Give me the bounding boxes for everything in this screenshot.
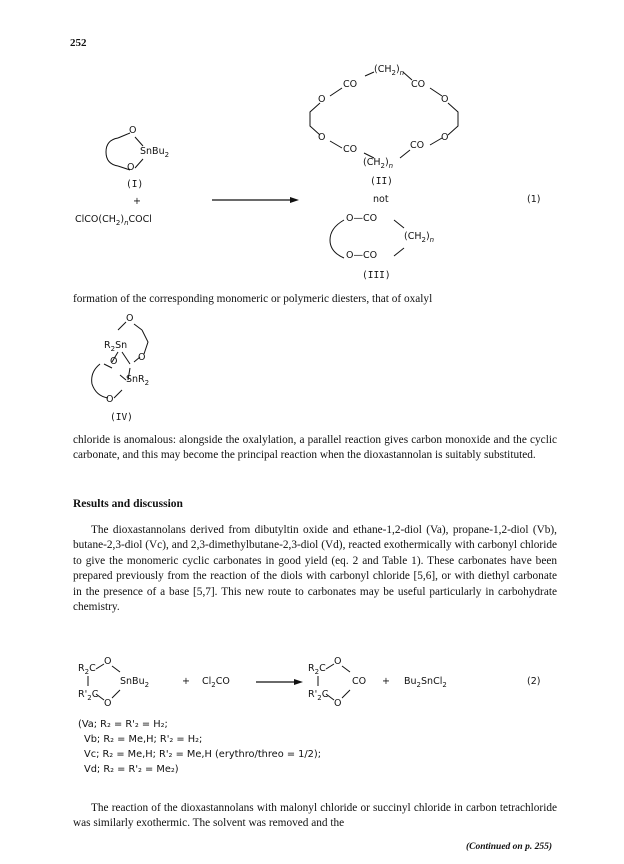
compound-II-o-bottom-left: O [318, 132, 326, 143]
compound-I-oxygen-bottom: O [127, 162, 135, 173]
compound-IV-o-right: O [138, 352, 146, 363]
compound-II-o-top-right: O [441, 94, 449, 105]
compound-I-label: (I) [126, 179, 144, 190]
compound-IV-snr2: SnR$_2$ [126, 374, 150, 387]
scheme2-right-o-bottom: O [334, 698, 342, 709]
compound-list [78, 719, 321, 779]
not-word: not [373, 194, 389, 205]
scheme2-left-r2c: $R_2C$ [78, 663, 96, 676]
compound-III-chain: $(CH_2)_n$ [404, 231, 435, 244]
paragraph-2: chloride is anomalous: alongside the oxalylation, a parallel reaction gives carbon monoxide and the cyclic carbonate, and this may become the principal reaction when the dioxastannolan is suitably substituted. [73, 434, 557, 462]
compound-IV-o-middle: O [110, 356, 118, 367]
scheme2-left-rp2c: $R'_2C$ [78, 689, 99, 702]
compound-II-co-bottom-left: CO [343, 144, 358, 155]
scheme2-plus-1: + [182, 676, 190, 687]
compound-I-sn-group: SnBu$_2$ [140, 146, 170, 159]
compound-IV-label: (IV) [110, 412, 133, 423]
equation-1-number: (1) [527, 194, 541, 205]
plus-sign: + [133, 196, 141, 207]
compound-II-bottom-chain: $(CH_2)_n$ [363, 157, 394, 170]
reagent-diacyl-chloride: $ClCO(CH_2)_nCOCl$ [75, 214, 152, 227]
compound-I-oxygen-top: O [129, 125, 137, 136]
scheme2-left-o-top: O [104, 656, 112, 667]
paragraph-3: The dioxastannolans derived from dibutyltin oxide and ethane-1,2-diol (Va), propane-1,2-diol (Vb), butane-2,3-diol (Vc), and 2,3-dimethylbutane-2,3-diol (Vd), reacted exothermically with carbonyl chloride to give the monomeric cyclic carbonates in good yield (eq. 2 and Table 1). These carbonates have been prepared previously from the reaction of the diols with carbonyl chloride [5,6], or with diethyl carbonate in the presence of a base [5,7]. This new route to carbonates may be useful particularly in carbohydrate chemistry. [73, 524, 557, 614]
compound-IV-r2sn: $R_2Sn$ [104, 340, 128, 353]
compound-Vd: Vd; R₂ = R'₂ = Me₂) [84, 764, 179, 775]
compound-II-co-bottom-right: CO [410, 140, 425, 151]
compound-IV-o-bottom: O [106, 394, 114, 405]
scheme2-right-rp2c: $R'_2C$ [308, 689, 329, 702]
compound-II-o-top-left: O [318, 94, 326, 105]
compound-II-label: (II) [370, 176, 393, 187]
scheme2-right-co: CO [352, 676, 367, 687]
scheme2-left-o-bottom: O [104, 698, 112, 709]
compound-II-o-bottom-right: O [441, 132, 449, 143]
scheme2-left-snbu2: SnBu$_2$ [120, 676, 150, 689]
equation-2-number: (2) [527, 676, 541, 687]
page-number: 252 [70, 37, 87, 49]
compound-III-top: O—CO [346, 213, 378, 224]
compound-II-top-chain: $(CH_2)_n$ [374, 64, 405, 77]
compound-II-co-top-right: CO [411, 79, 426, 90]
section-heading: Results and discussion [73, 498, 183, 510]
compound-Vb: Vb; R₂ = Me,H; R'₂ = H₂; [84, 734, 203, 745]
compound-IV-o-top: O [126, 313, 134, 324]
compound-III-bottom: O—CO [346, 250, 378, 261]
compound-II-co-top-left: CO [343, 79, 358, 90]
paragraph-4: The reaction of the dioxastannolans with malonyl chloride or succinyl chloride in carbon tetrachloride was similarly exothermic. The solvent was removed and the [73, 802, 557, 830]
compound-III-label: (III) [362, 270, 391, 281]
continued-note: (Continued on p. 255) [465, 842, 552, 852]
scheme2-right-r2c: $R_2C$ [308, 663, 326, 676]
scheme2-right-o-top: O [334, 656, 342, 667]
scheme2-bu2sncl2: $Bu_2SnCl_2$ [404, 676, 447, 689]
compound-Vc: Vc; R₂ = Me,H; R'₂ = Me,H (erythro/threo = 1/2); [84, 749, 322, 760]
scheme2-cl2co: $Cl_2CO$ [202, 676, 230, 689]
paragraph-1: formation of the corresponding monomeric or polymeric diesters, that of oxalyl [73, 293, 433, 305]
scheme2-plus-2: + [382, 676, 390, 687]
compound-Va: (Va; R₂ = R'₂ = H₂; [78, 719, 168, 730]
